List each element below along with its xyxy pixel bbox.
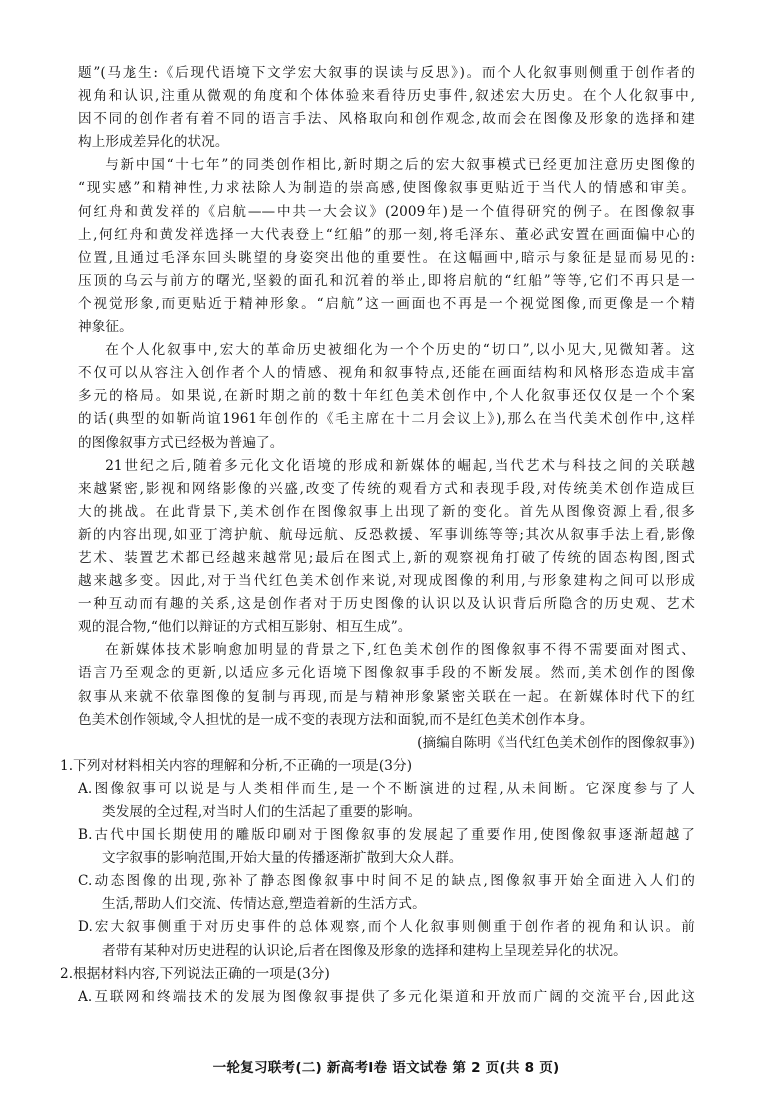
paragraph-line: 越来越多变。因此,对于当代红色美术创作来说,对现成图像的利用,与形象建构之间可以形成 bbox=[78, 573, 695, 590]
paragraph bbox=[78, 455, 695, 640]
paragraph bbox=[78, 339, 695, 454]
option-line: A.图像叙事可以说是与人类相伴而生,是一个不断演进的过程,从未间断。它深度参与了人 bbox=[78, 780, 695, 797]
paragraph-line: 来越紧密,影视和网络影像的兴盛,改变了传统的观看方式和表现手段,对传统美术创作造成巨 bbox=[78, 480, 695, 497]
answer-option bbox=[78, 870, 695, 916]
paragraph-line: 的话(典型的如靳尚谊1961年创作的《毛主席在十二月会议上》),那么在当代美术创作中,这样 bbox=[78, 411, 695, 428]
paragraph-line: 与新中国“十七年”的同类创作相比,新时期之后的宏大叙事模式已经更加注意历史图像的 bbox=[105, 157, 695, 174]
question bbox=[60, 963, 695, 1009]
answer-option bbox=[78, 916, 695, 962]
paragraph-line: 大的挑战。在此背景下,美术创作在图像叙事上出现了新的变化。首先从图像资源上看,很多 bbox=[78, 503, 695, 520]
option-line: 类发展的全过程,对当时人们的生活起了重要的影响。 bbox=[102, 804, 422, 820]
paragraph-line: 艺术、装置艺术都已经越来越常见;最后在图式上,新的观察视角打破了传统的固态构图,图式 bbox=[78, 549, 695, 566]
question-title: 2.根据材料内容,下列说法正确的一项是(3分) bbox=[60, 965, 330, 982]
paragraph-line: 在个人化叙事中,宏大的革命历史被细化为一个个历史的“切口”,以小见大,见微知著。这 bbox=[105, 342, 695, 359]
paragraph-line: 位置,且通过毛泽东回头眺望的身姿突出他的重要性。在这幅画中,暗示与象征是显而易见的: bbox=[78, 249, 695, 266]
paragraph-line: 题”(马尨生:《后现代语境下文学宏大叙事的误读与反思》)。而个人化叙事则侧重于创作者的 bbox=[78, 65, 695, 81]
paragraph-line: 观的混合物,“他们以辩证的方式相互影射、相互生成”。 bbox=[78, 619, 412, 636]
paragraph bbox=[78, 639, 695, 731]
paragraph-line: 构上形成差异化的状况。 bbox=[78, 134, 229, 151]
answer-option bbox=[78, 778, 695, 824]
paragraph-line: 色美术创作领域,令人担忧的是一成不变的表现方法和面貌,而不是红色美术创作本身。 bbox=[78, 711, 594, 728]
paragraph-line: 上,何红舟和黄发祥选择一大代表登上“红船”的那一刻,将毛泽东、董必武安置在画面偏中心的 bbox=[78, 226, 695, 243]
paragraph-line: 21世纪之后,随着多元化文化语境的形成和新媒体的崛起,当代艺术与科技之间的关联越 bbox=[105, 457, 695, 474]
article-body bbox=[60, 62, 695, 1009]
paragraph-line: 语言乃至观念的更新,以适应多元化语境下图像叙事手段的不断发展。然而,美术创作的图像 bbox=[78, 665, 695, 682]
answer-option bbox=[78, 986, 695, 1009]
option-line: C.动态图像的出现,弥补了静态图像叙事中时间不足的缺点,图像叙事开始全面进入人们的 bbox=[78, 873, 695, 890]
question-title: 1.下列对材料相关内容的理解和分析,不正确的一项是(3分) bbox=[60, 757, 413, 774]
option-line: A.互联网和终端技术的发展为图像叙事提供了多元化渠道和开放而广阔的交流平台,因此这 bbox=[78, 988, 695, 1005]
paragraph-line: 视角和认识,注重从微观的角度和个体体验来看待历史事件,叙述宏大历史。在个人化叙事中, bbox=[78, 88, 695, 105]
paragraph bbox=[78, 154, 695, 339]
paragraph-line: 新的内容出现,如亚丁湾护航、航母远航、反恐救援、军事训练等等;其次从叙事手法上看,影像 bbox=[78, 526, 695, 543]
option-line: 生活,帮助人们交流、传情达意,塑造着新的生活方式。 bbox=[102, 896, 426, 913]
paragraph-line: 压顶的乌云与前方的曙光,坚毅的面孔和沉着的举止,即将启航的“红船”等等,它们不再只是一 bbox=[78, 272, 695, 289]
paragraph-line: 的图像叙事方式已经极为普遍了。 bbox=[78, 434, 284, 451]
paragraph-line: 因不同的创作者有着不同的语言手法、风格取向和创作观念,故而会在图像及形象的选择和建 bbox=[78, 111, 695, 128]
paragraph-line: 叙事从来就不依靠图像的复制与再现,而是与精神形象紧密关联在一起。在新媒体时代下的红 bbox=[78, 688, 695, 705]
option-line: B.古代中国长期使用的雕版印刷对于图像叙事的发展起了重要作用,使图像叙事逐渐超越了 bbox=[78, 827, 695, 844]
paragraph-line: “现实感”和精神性,力求祛除人为制造的崇高感,使图像叙事更贴近于当代人的情感和审美。 bbox=[78, 180, 695, 197]
paragraph bbox=[78, 62, 695, 154]
paragraph-line: 个视觉形象,而更贴近于精神形象。“启航”这一画面也不再是一个视觉图像,而更像是一个精 bbox=[78, 295, 695, 312]
answer-option bbox=[78, 824, 695, 870]
paragraph-line: 不仅可以从容注入创作者个人的情感、视角和叙事特点,还能在画面结构和风格形态造成丰富 bbox=[78, 365, 695, 382]
option-line: 者带有某种对历史进程的认识论,后者在图像及形象的选择和建构上呈现差异化的状况。 bbox=[102, 942, 627, 959]
paragraph-line: 一种互动而有趣的关系,这是创作者对于历史图像的认识以及认识背后所隐含的历史观、艺术 bbox=[78, 596, 695, 613]
paragraph-line: 多元的格局。如果说,在新时期之前的数十年红色美术创作中,个人化叙事还仅仅是一个个案 bbox=[78, 388, 695, 405]
paragraph-line: 神象征。 bbox=[78, 319, 133, 336]
source-citation: (摘编自陈明《当代红色美术创作的图像叙事》) bbox=[417, 734, 695, 751]
option-line: 文字叙事的影响范围,开始大量的传播逐渐扩散到大众人群。 bbox=[102, 850, 463, 867]
question bbox=[60, 755, 695, 963]
page-footer: 一轮复习联考(二) 新高考Ⅰ卷 语文试卷 第 2 页(共 8 页) bbox=[212, 1060, 560, 1076]
paragraph-line: 在新媒体技术影响愈加明显的背景之下,红色美术创作的图像叙事不得不需要面对图式、 bbox=[105, 642, 695, 659]
paragraph-line: 何红舟和黄发祥的《启航——中共一大会议》(2009年)是一个值得研究的例子。在图像叙事 bbox=[78, 203, 695, 220]
option-line: D.宏大叙事侧重于对历史事件的总体观察,而个人化叙事则侧重于创作者的视角和认识。前 bbox=[78, 919, 695, 936]
